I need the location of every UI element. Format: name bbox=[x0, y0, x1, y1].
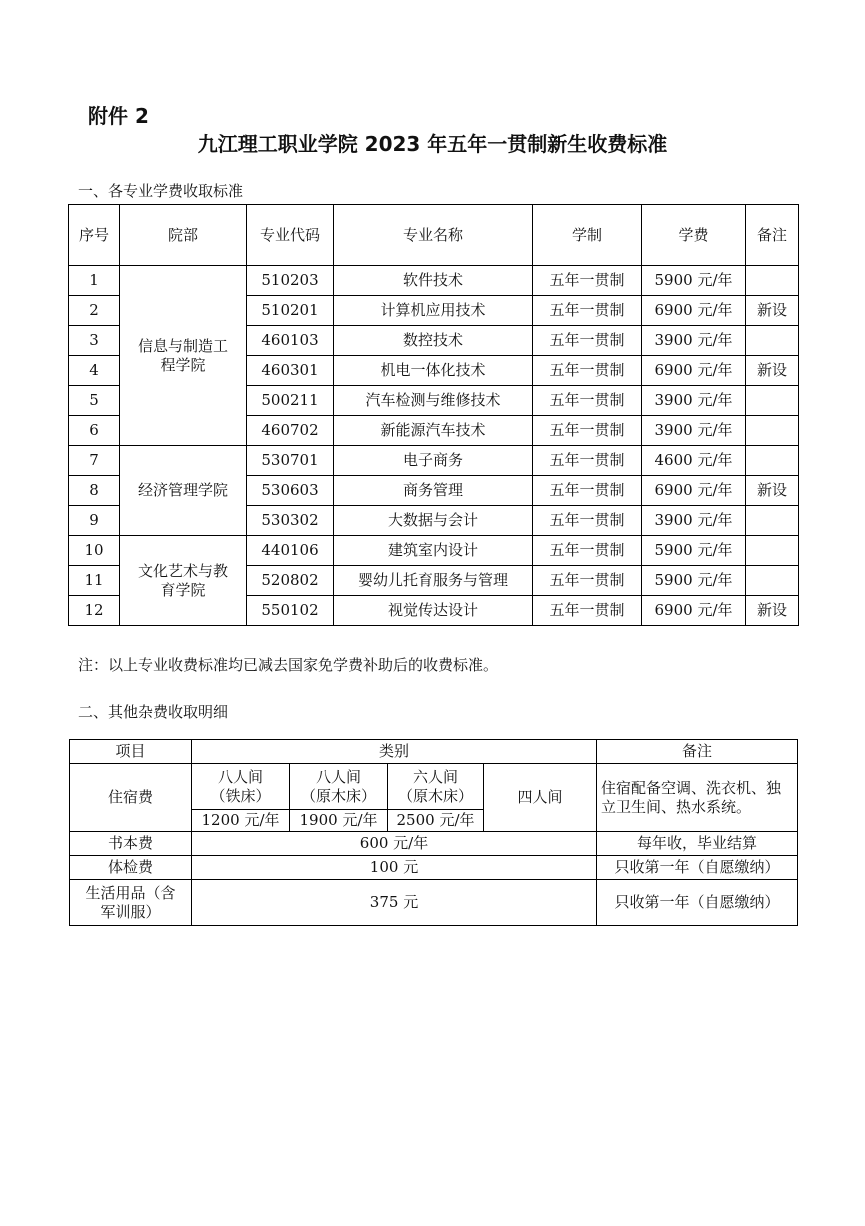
tuition-fee: 3900 元/年 bbox=[642, 326, 746, 356]
tuition-fee: 5900 元/年 bbox=[642, 566, 746, 596]
book-fee-remark: 每年收，毕业结算 bbox=[597, 832, 798, 856]
major-code: 460301 bbox=[247, 356, 334, 386]
school-system: 五年一贯制 bbox=[533, 506, 642, 536]
school-system: 五年一贯制 bbox=[533, 266, 642, 296]
major-name: 商务管理 bbox=[334, 476, 533, 506]
header-item: 项目 bbox=[70, 740, 192, 764]
room-fee: 1900 元/年 bbox=[290, 810, 388, 832]
major-code: 510203 bbox=[247, 266, 334, 296]
tuition-fee: 6900 元/年 bbox=[642, 356, 746, 386]
remark bbox=[746, 386, 799, 416]
room-fee: 1200 元/年 bbox=[192, 810, 290, 832]
header-major: 专业名称 bbox=[334, 205, 533, 266]
school-system: 五年一贯制 bbox=[533, 476, 642, 506]
department-name: 经济管理学院 bbox=[120, 446, 247, 536]
major-code: 500211 bbox=[247, 386, 334, 416]
major-name: 机电一体化技术 bbox=[334, 356, 533, 386]
fee-note: 注：以上专业收费标准均已减去国家免学费补助后的收费标准。 bbox=[78, 656, 499, 674]
tuition-fee: 3900 元/年 bbox=[642, 416, 746, 446]
major-code: 550102 bbox=[247, 596, 334, 626]
major-code: 460103 bbox=[247, 326, 334, 356]
medical-fee-remark: 只收第一年（自愿缴纳） bbox=[597, 856, 798, 880]
tuition-fee: 3900 元/年 bbox=[642, 386, 746, 416]
row-index: 12 bbox=[69, 596, 120, 626]
remark: 新设 bbox=[746, 296, 799, 326]
major-name: 婴幼儿托育服务与管理 bbox=[334, 566, 533, 596]
remark bbox=[746, 446, 799, 476]
department-name: 信息与制造工程学院 bbox=[120, 266, 247, 446]
room-type-name: 八人间 bbox=[315, 767, 361, 786]
major-name: 电子商务 bbox=[334, 446, 533, 476]
remark bbox=[746, 566, 799, 596]
header-category: 类别 bbox=[192, 740, 597, 764]
tuition-fee: 3900 元/年 bbox=[642, 506, 746, 536]
table-row bbox=[69, 536, 799, 566]
header-department: 院部 bbox=[120, 205, 247, 266]
tuition-fee: 6900 元/年 bbox=[642, 596, 746, 626]
dorm-remark: 住宿配备空调、洗衣机、独立卫生间、热水系统。 bbox=[597, 764, 798, 832]
school-system: 五年一贯制 bbox=[533, 296, 642, 326]
row-index: 8 bbox=[69, 476, 120, 506]
book-fee-amount: 600 元/年 bbox=[192, 832, 597, 856]
header-fee: 学费 bbox=[642, 205, 746, 266]
major-code: 440106 bbox=[247, 536, 334, 566]
section-2-heading: 二、其他杂费收取明细 bbox=[78, 703, 229, 721]
room-type bbox=[192, 764, 290, 810]
remark bbox=[746, 416, 799, 446]
remark bbox=[746, 536, 799, 566]
table-row bbox=[69, 266, 799, 296]
document-title: 九江理工职业学院 2023 年五年一贯制新生收费标准 bbox=[197, 132, 668, 156]
major-name: 汽车检测与维修技术 bbox=[334, 386, 533, 416]
row-index: 11 bbox=[69, 566, 120, 596]
remark bbox=[746, 266, 799, 296]
tuition-fee: 5900 元/年 bbox=[642, 536, 746, 566]
room-bed-type: （原木床） bbox=[300, 786, 376, 805]
department-name: 文化艺术与教育学院 bbox=[120, 536, 247, 626]
major-name: 软件技术 bbox=[334, 266, 533, 296]
row-index: 2 bbox=[69, 296, 120, 326]
book-fee-label: 书本费 bbox=[70, 832, 192, 856]
school-system: 五年一贯制 bbox=[533, 416, 642, 446]
supplies-fee-amount: 375 元 bbox=[192, 880, 597, 926]
misc-fees-table bbox=[69, 739, 798, 926]
major-code: 530302 bbox=[247, 506, 334, 536]
room-type-name: 四人间 bbox=[517, 788, 563, 807]
room-type bbox=[290, 764, 388, 810]
major-name: 新能源汽车技术 bbox=[334, 416, 533, 446]
table-row bbox=[69, 446, 799, 476]
room-fee: 2500 元/年 bbox=[388, 810, 484, 832]
school-system: 五年一贯制 bbox=[533, 596, 642, 626]
tuition-fee: 5900 元/年 bbox=[642, 266, 746, 296]
row-index: 3 bbox=[69, 326, 120, 356]
tuition-fee: 6900 元/年 bbox=[642, 476, 746, 506]
tuition-table bbox=[68, 204, 799, 626]
attachment-label: 附件 2 bbox=[88, 104, 149, 128]
room-type-name: 八人间 bbox=[217, 767, 263, 786]
supplies-fee-remark: 只收第一年（自愿缴纳） bbox=[597, 880, 798, 926]
remark: 新设 bbox=[746, 356, 799, 386]
major-code: 460702 bbox=[247, 416, 334, 446]
school-system: 五年一贯制 bbox=[533, 566, 642, 596]
row-index: 7 bbox=[69, 446, 120, 476]
remark bbox=[746, 506, 799, 536]
major-name: 建筑室内设计 bbox=[334, 536, 533, 566]
row-index: 6 bbox=[69, 416, 120, 446]
row-index: 9 bbox=[69, 506, 120, 536]
major-name: 数控技术 bbox=[334, 326, 533, 356]
school-system: 五年一贯制 bbox=[533, 536, 642, 566]
room-bed-type: （铁床） bbox=[210, 786, 271, 805]
room-type bbox=[484, 764, 597, 832]
remark: 新设 bbox=[746, 596, 799, 626]
school-system: 五年一贯制 bbox=[533, 446, 642, 476]
header-remark: 备注 bbox=[597, 740, 798, 764]
school-system: 五年一贯制 bbox=[533, 386, 642, 416]
room-type bbox=[388, 764, 484, 810]
remark: 新设 bbox=[746, 476, 799, 506]
major-code: 520802 bbox=[247, 566, 334, 596]
major-code: 510201 bbox=[247, 296, 334, 326]
major-code: 530701 bbox=[247, 446, 334, 476]
remark bbox=[746, 326, 799, 356]
header-index: 序号 bbox=[69, 205, 120, 266]
major-code: 530603 bbox=[247, 476, 334, 506]
dorm-fee-label: 住宿费 bbox=[70, 764, 192, 832]
row-index: 1 bbox=[69, 266, 120, 296]
medical-fee-amount: 100 元 bbox=[192, 856, 597, 880]
header-code: 专业代码 bbox=[247, 205, 334, 266]
row-index: 10 bbox=[69, 536, 120, 566]
tuition-fee: 4600 元/年 bbox=[642, 446, 746, 476]
supplies-fee-label: 生活用品（含军训服） bbox=[70, 880, 192, 926]
room-bed-type: （原木床） bbox=[397, 786, 473, 805]
row-index: 4 bbox=[69, 356, 120, 386]
header-remark: 备注 bbox=[746, 205, 799, 266]
school-system: 五年一贯制 bbox=[533, 356, 642, 386]
tuition-fee: 6900 元/年 bbox=[642, 296, 746, 326]
major-name: 计算机应用技术 bbox=[334, 296, 533, 326]
school-system: 五年一贯制 bbox=[533, 326, 642, 356]
medical-fee-label: 体检费 bbox=[70, 856, 192, 880]
row-index: 5 bbox=[69, 386, 120, 416]
major-name: 大数据与会计 bbox=[334, 506, 533, 536]
major-name: 视觉传达设计 bbox=[334, 596, 533, 626]
header-system: 学制 bbox=[533, 205, 642, 266]
room-type-name: 六人间 bbox=[412, 767, 458, 786]
section-1-heading: 一、各专业学费收取标准 bbox=[78, 182, 244, 200]
